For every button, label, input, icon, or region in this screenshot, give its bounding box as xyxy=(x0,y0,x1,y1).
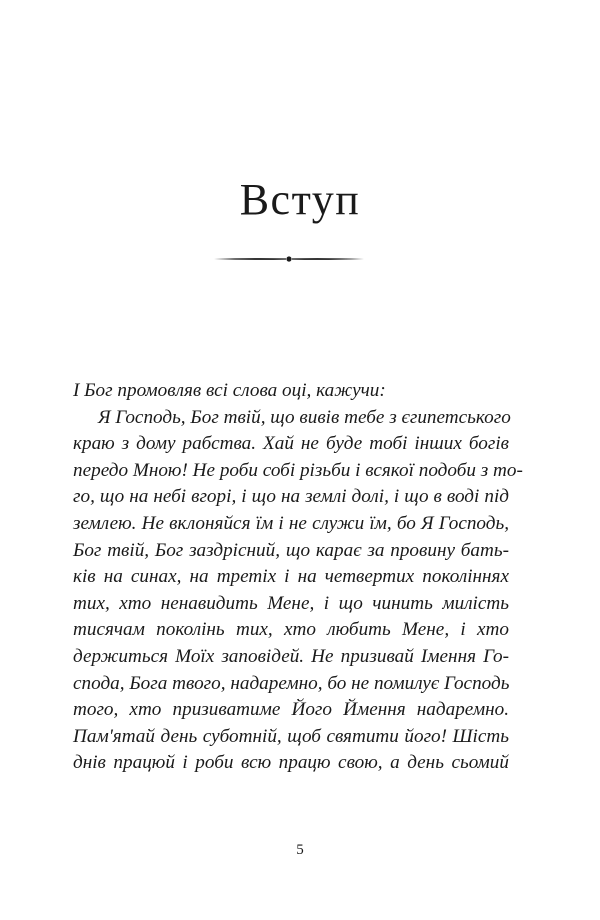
chapter-title: Вступ xyxy=(239,175,361,224)
text-line: краю з дому рабства. Хай не буде тобі інших богів xyxy=(73,433,509,455)
text-line: Я Господь, Бог твій, що вивів тебе з єгипетського xyxy=(98,406,511,428)
text-line: передо Мною! Не роби собі різьби і всякої подоби з то- xyxy=(73,459,523,481)
title-divider-ornament xyxy=(212,252,366,266)
text-line: І Бог промовляв всі слова оці, кажучи: xyxy=(73,380,386,401)
paragraph-intro xyxy=(73,378,509,405)
body-text xyxy=(73,378,523,777)
text-line: Пам'ятай день суботній, щоб святити його! Шість xyxy=(73,725,509,747)
text-line: спода, Бога твого, надаремно, бо не помилує Господь xyxy=(73,672,510,694)
page-number: 5 xyxy=(296,842,304,858)
text-line: держиться Моїх заповідей. Не призивай Імення Го- xyxy=(73,645,509,667)
paragraph-commandments xyxy=(73,405,523,777)
text-line: днів працюй і роби всю працю свою, а день сьомий xyxy=(73,752,509,774)
text-line: землею. Не вклоняйся їм і не служи їм, бо Я Господь, xyxy=(73,512,509,534)
text-line: Бог твій, Бог заздрісний, що карає за провину бать- xyxy=(73,539,509,561)
text-line: тих, хто ненавидить Мене, і що чинить милість xyxy=(73,592,509,614)
text-line: того, хто призиватиме Його Ймення надаремно. xyxy=(73,699,509,721)
text-line: го, що на небі вгорі, і що на землі долі, і що в воді під xyxy=(73,486,509,508)
text-line: ків на синах, на третіх і на четвертих поколіннях xyxy=(73,566,509,588)
text-line: тисячам поколінь тих, хто любить Мене, і хто xyxy=(73,619,509,641)
